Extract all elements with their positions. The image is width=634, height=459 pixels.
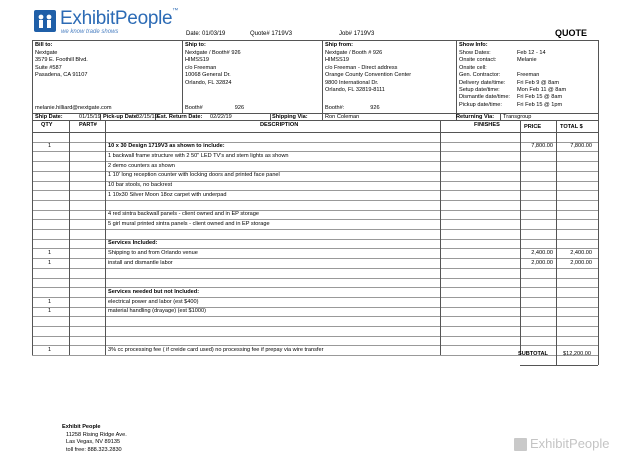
subtotal-value: $12,200.00 bbox=[563, 351, 591, 357]
show-info-values: Feb 12 - 14 Melanie Freeman Fri Feb 9 @ 8am Mon Feb 11 @ 8am Fri Feb 15 @ 8am Fri Feb 15 @ 1pm bbox=[517, 50, 567, 108]
row-description: 1 10x30 Silver Moon 18oz carpet with underpad bbox=[108, 191, 227, 198]
shipping-via-label: Shipping Via: bbox=[272, 114, 308, 120]
table-row-line bbox=[32, 200, 598, 201]
table-column-line bbox=[69, 120, 70, 355]
table-row-line bbox=[32, 268, 598, 269]
row-description: Shipping to and from Orlando venue bbox=[108, 250, 198, 256]
divider bbox=[456, 40, 457, 113]
row-description: 4 red sintra backwall panels - client owned and in EP storage bbox=[108, 211, 260, 218]
ship-to-label: Ship to: bbox=[185, 42, 206, 48]
row-price: 2,000.00 bbox=[531, 259, 553, 266]
col-header-total: TOTAL $ bbox=[560, 124, 583, 130]
table-column-line bbox=[520, 120, 521, 355]
subtotal-border bbox=[598, 355, 599, 365]
show-info-labels: Show Dates: Onsite contact: Onsite cell: Gen. Contractor: Delivery date/time: Setup date/time: Dismantle date/time: Pickup date/time: bbox=[459, 50, 510, 108]
table-row-line bbox=[32, 355, 598, 356]
date-field: Date: 01/03/19 bbox=[186, 31, 226, 37]
bill-to-email: melanie.hilliard@nextgate.com bbox=[35, 105, 112, 111]
subtotal-label: SUBTOTAL bbox=[518, 351, 548, 357]
divider bbox=[270, 113, 271, 120]
row-description: 10 x 30 Design 1719V3 as shown to include: bbox=[108, 143, 225, 150]
pickup-date: 02/15/19 bbox=[136, 114, 158, 120]
row-description: 1 backwall frame structure with 2 50" LED TV's and stem lights as shown bbox=[108, 153, 289, 159]
ship-to-address: Nextgate / Booth# 926 HIMSS19 c/o Freeman 10068 General Dr. Orlando, FL 32824 bbox=[185, 50, 241, 86]
row-description: 3% cc processing fee ( if creide card used) no processing fee if prepay via wire transfer bbox=[108, 347, 324, 353]
row-description: 10 bar stools, no backrest bbox=[108, 182, 173, 189]
page-title: QUOTE bbox=[555, 28, 588, 38]
row-qty: 1 bbox=[48, 259, 52, 266]
watermark-logo-mark bbox=[514, 438, 527, 451]
row-description: Services Included: bbox=[108, 240, 158, 247]
returning-via-label: Returning Via: bbox=[456, 114, 495, 120]
job-number-field: Job# 1719V3 bbox=[339, 31, 375, 37]
table-column-line bbox=[556, 120, 557, 355]
bill-to-address: Nextgate 3579 E. Foothill Blvd. Suite #587 Pasadena, CA 91107 bbox=[35, 50, 88, 79]
row-description: install and dismantle labor bbox=[108, 259, 173, 266]
watermark-text: ExhibitPeople bbox=[530, 436, 610, 451]
brand-name: ExhibitPeople™ bbox=[60, 8, 178, 29]
table-row-line bbox=[32, 278, 598, 279]
divider bbox=[32, 40, 33, 120]
table-column-line bbox=[32, 120, 33, 355]
row-total: 2,400.00 bbox=[570, 250, 592, 256]
table-column-line bbox=[440, 120, 441, 355]
returning-via: Transgroup bbox=[503, 114, 532, 120]
row-total: 2,000.00 bbox=[570, 259, 592, 266]
row-description: 2 demo counters as shown bbox=[108, 162, 175, 169]
row-qty: 1 bbox=[48, 298, 52, 305]
footer-address: 11258 Rising Ridge Ave. Las Vegas, NV 89135 toll free: 888.323.2830 bbox=[66, 432, 127, 453]
return-date-label: Est. Return Date: bbox=[157, 114, 203, 120]
table-column-line bbox=[598, 120, 599, 355]
return-date: 02/22/19 bbox=[210, 114, 232, 120]
quote-number-field: Quote# 1719V3 bbox=[250, 31, 293, 37]
people-icon bbox=[34, 10, 56, 32]
row-qty: 1 bbox=[48, 143, 52, 150]
table-row-line bbox=[32, 229, 598, 230]
row-qty: 1 bbox=[48, 308, 52, 315]
divider bbox=[598, 40, 599, 120]
ship-date: 01/15/19 bbox=[79, 114, 101, 120]
row-total: 7,800.00 bbox=[570, 143, 592, 150]
table-row-line bbox=[32, 336, 598, 337]
table-border bbox=[32, 132, 598, 133]
divider bbox=[182, 40, 183, 113]
subtotal-border bbox=[520, 365, 598, 366]
shipping-via: Ron Coleman bbox=[325, 114, 360, 120]
col-header-qty: QTY bbox=[41, 122, 53, 128]
table-row-line bbox=[32, 316, 598, 317]
divider bbox=[32, 40, 599, 41]
ship-to-booth: Booth# 926 bbox=[185, 105, 245, 111]
divider bbox=[322, 40, 323, 113]
row-qty: 1 bbox=[48, 347, 52, 353]
row-description: electrical power and labor (est $400) bbox=[108, 298, 199, 305]
bill-to-label: Bill to: bbox=[35, 42, 53, 48]
ship-from-address: Nextgate / Booth # 926 HIMSS19 c/o Freeman - Direct address Orange County Convention Center 9800 International Dr. Orlando, FL 32819-8111 bbox=[325, 50, 412, 93]
ship-date-label: Ship Date: bbox=[35, 114, 63, 120]
brand-tagline: we know trade shows bbox=[61, 29, 119, 35]
table-column-line bbox=[105, 120, 106, 355]
row-description: material handling (drayage) (est $1000) bbox=[108, 308, 206, 315]
row-description: 1 10' long reception counter with locking doors and printed face panel bbox=[108, 172, 280, 179]
divider bbox=[500, 113, 501, 120]
logo-mark bbox=[34, 10, 56, 32]
table-border bbox=[32, 120, 598, 121]
ship-from-label: Ship from: bbox=[325, 42, 353, 48]
col-header-description: DESCRIPTION bbox=[260, 122, 299, 128]
col-header-price: PRICE bbox=[524, 124, 542, 130]
row-description: Services needed but not Included: bbox=[108, 288, 200, 295]
subtotal-border bbox=[556, 355, 557, 365]
show-info-label: Show Info: bbox=[459, 42, 488, 48]
row-price: 7,800.00 bbox=[531, 143, 553, 150]
ship-from-booth: Booth#: 926 bbox=[325, 105, 380, 111]
divider bbox=[322, 113, 323, 120]
col-header-part: PART# bbox=[79, 122, 97, 128]
col-header-finishes: FINISHES bbox=[474, 122, 500, 128]
row-price: 2,400.00 bbox=[531, 250, 553, 256]
table-row-line bbox=[32, 326, 598, 327]
pickup-date-label: Pick-up Date: bbox=[103, 114, 139, 120]
row-description: 5 girl mural printed sintra panels - client owned and in EP storage bbox=[108, 220, 270, 227]
row-qty: 1 bbox=[48, 250, 52, 256]
footer-company: Exhibit People bbox=[62, 424, 101, 430]
